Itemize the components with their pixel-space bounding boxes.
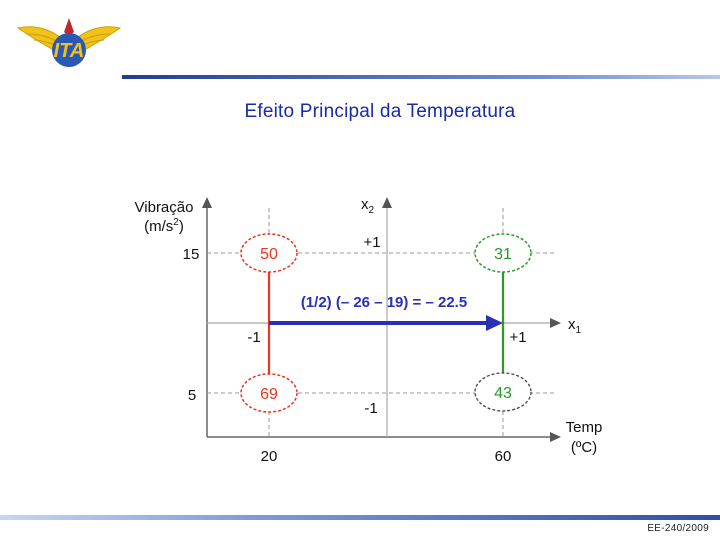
logo-text: ITA: [53, 40, 85, 62]
y-axis-label-line1: Vibração: [134, 199, 194, 216]
response-value-60-high: 31: [494, 246, 512, 263]
y-axis-label-line2: $(m/s^2)$: [144, 217, 184, 235]
x1-low-level: -1: [247, 329, 261, 346]
response-value-20-low: 69: [260, 386, 278, 403]
x2-axis-label: $x_2$: [361, 196, 375, 216]
x-tick-20: 20: [260, 448, 278, 465]
x2-low-level: -1: [364, 400, 378, 417]
effect-arrow-head: [486, 315, 503, 331]
x1-axis-arrow: [550, 318, 561, 328]
response-value-60-low: 43: [494, 385, 512, 402]
effect-formula: (1/2) (– 26 – 19) = – 22.5: [300, 294, 468, 311]
x1-high-level: +1: [509, 329, 527, 346]
x-axis-label-line1: Temp: [565, 419, 603, 436]
y-tick-5: 5: [187, 387, 197, 404]
x-axis-label-line2: (ºC): [570, 439, 598, 456]
x-axis-arrow: [550, 432, 561, 442]
x-tick-60: 60: [494, 448, 512, 465]
footer-course-code: EE-240/2009: [647, 523, 709, 534]
x2-axis-arrow: [382, 197, 392, 208]
x1-axis-label: $x_1$: [568, 316, 582, 336]
footer-divider: [0, 515, 720, 520]
x2-high-level: +1: [363, 234, 381, 251]
slide-title: Efeito Principal da Temperatura: [244, 101, 516, 122]
y-tick-15: 15: [182, 246, 200, 263]
response-value-20-high: 50: [260, 246, 278, 263]
y-axis-arrow: [202, 197, 212, 208]
